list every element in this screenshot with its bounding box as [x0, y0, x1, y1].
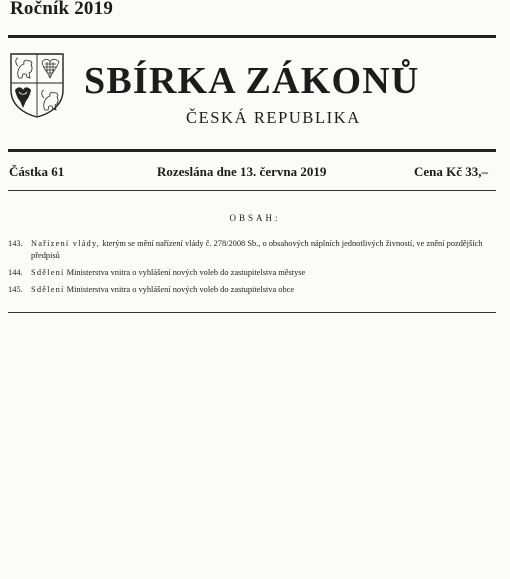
item-type: Sdělení — [31, 268, 65, 277]
contents-heading: OBSAH: — [229, 213, 281, 223]
volume-year: Ročník 2019 — [10, 0, 114, 19]
country-name: ČESKÁ REPUBLIKA — [186, 108, 361, 127]
table-of-contents — [8, 238, 496, 301]
header-bottom-rule — [8, 149, 496, 152]
list-item — [8, 284, 496, 296]
gazette-title: SBÍRKA ZÁKONŮ — [84, 60, 420, 102]
item-number: 145. — [8, 285, 23, 294]
issue-part: Částka 61 — [9, 164, 65, 179]
item-description — [31, 267, 496, 279]
issue-date: Rozeslána dne 13. června 2019 — [157, 164, 327, 179]
list-item — [8, 238, 496, 262]
item-text: Ministerstva vnitra o vyhlášení nových voleb do zastupitelstva městyse — [66, 268, 306, 277]
list-item — [8, 267, 496, 279]
issue-line-rule — [8, 190, 496, 191]
item-description — [31, 238, 496, 262]
item-type: Nařízení vlády, — [31, 239, 101, 248]
item-type: Sdělení — [31, 285, 65, 294]
issue-price: Cena Kč 33,– — [414, 164, 489, 179]
item-text: Ministerstva vnitra o vyhlášení nových voleb do zastupitelstva obce — [66, 285, 295, 294]
item-text: kterým se mění nařízení vlády č. 278/2008 Sb., o obsahových náplních jednotlivých živností, ve znění pozdějších předpisů — [31, 239, 483, 260]
czech-coat-of-arms-icon — [9, 52, 65, 118]
item-description — [31, 284, 496, 296]
contents-bottom-rule — [8, 312, 496, 313]
top-rule — [8, 35, 496, 38]
item-number: 143. — [8, 239, 23, 248]
item-number: 144. — [8, 268, 23, 277]
